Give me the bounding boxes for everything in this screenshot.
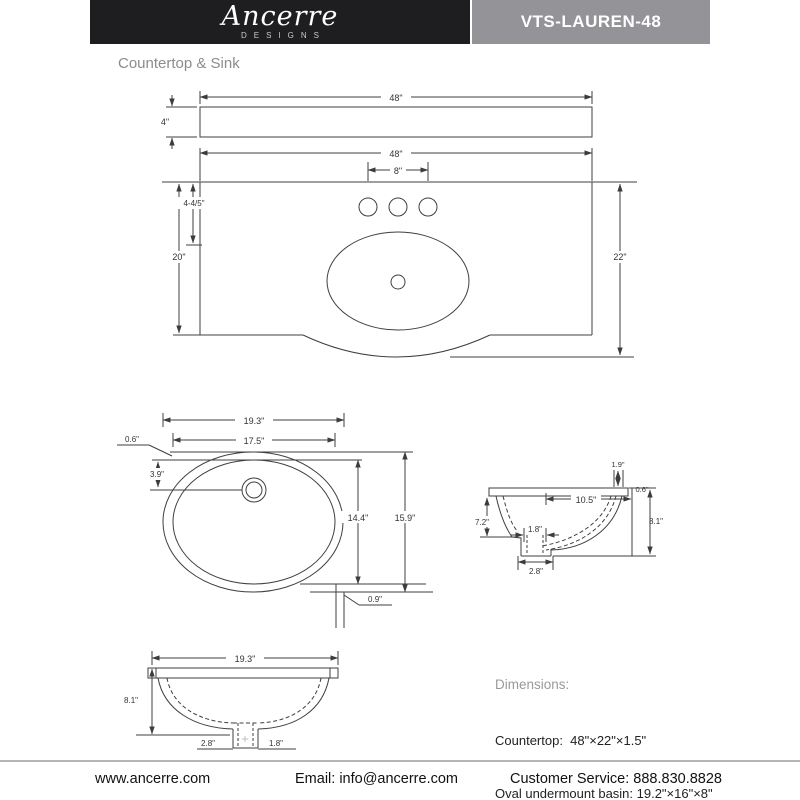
basin-drain-inner (246, 482, 262, 498)
drawing-countertop-top-view (162, 147, 637, 357)
dim-front-drain-inner: 1.8" (269, 739, 283, 748)
drawing-basin-side-section (470, 460, 663, 576)
footer-customer-service: Customer Service: 888.830.8828 (510, 771, 722, 787)
drain-hole (391, 275, 405, 289)
dim-depth-total: 22" (613, 252, 627, 262)
dim-countertop-width: 48" (389, 93, 403, 103)
dim-rim-offset-bottom: 0.9" (368, 595, 382, 604)
dim-rim-edge: 0.6" (635, 485, 649, 494)
model-number: VTS-LAUREN-48 (520, 12, 662, 31)
faucet-hole-right (419, 198, 437, 216)
dim-drain-outer-width: 2.8" (529, 567, 543, 576)
dim-top-width: 48" (389, 149, 403, 159)
dim-basin-inner-width: 17.5" (243, 436, 265, 446)
dim-front-drain-outer: 2.8" (201, 739, 215, 748)
dim-rim-overhang: 1.9" (611, 460, 625, 469)
brand-designs-label: DESIGNS (240, 31, 326, 40)
basin-dimensions-line: Oval undermount basin: 19.2"×16"×8" (495, 786, 713, 800)
dim-faucet-backset: 4-4/5" (183, 199, 205, 208)
basin-inner-oval (173, 460, 335, 584)
dim-overall-depth: 8.1" (649, 517, 663, 526)
faucet-hole-center (389, 198, 407, 216)
dim-basin-front-depth: 8.1" (124, 696, 138, 705)
drawing-basin-top-view (117, 413, 433, 628)
basin-rim-section (489, 488, 628, 496)
footer-website: www.ancerre.com (95, 771, 211, 787)
brand-name: Ancerre (221, 1, 339, 32)
countertop-dimensions-line: Countertop: 48"×22"×1.5" (495, 733, 647, 748)
dim-inner-depth: 7.2" (475, 518, 489, 527)
dim-faucet-span: 8" (393, 166, 403, 176)
dim-basin-inner-length: 14.4" (347, 513, 369, 523)
dim-basin-outer-width: 19.3" (243, 416, 265, 426)
dim-basin-front-width: 19.3" (234, 654, 256, 664)
dim-depth-to-curve: 20" (172, 252, 186, 262)
dim-drain-inner-width: 1.8" (528, 525, 542, 534)
dim-drain-offset: 3.9" (150, 470, 164, 479)
footer-email: Email: info@ancerre.com (295, 771, 458, 787)
dimensions-summary-title: Dimensions: (495, 677, 570, 692)
dim-countertop-thickness: 4" (160, 117, 170, 127)
dim-basin-half-width: 10.5" (575, 495, 597, 505)
sink-cutout-oval (327, 232, 469, 330)
drawing-countertop-side-view (161, 91, 592, 149)
faucet-hole-left (359, 198, 377, 216)
dim-rim-offset-top: 0.6" (125, 435, 139, 444)
footer (0, 760, 800, 800)
drawing-basin-front-section (124, 651, 338, 749)
dim-basin-outer-length: 15.9" (394, 513, 416, 523)
basin-front-rim (148, 668, 338, 678)
basin-outer-oval (163, 452, 343, 592)
page-title: Countertop & Sink (118, 55, 240, 72)
